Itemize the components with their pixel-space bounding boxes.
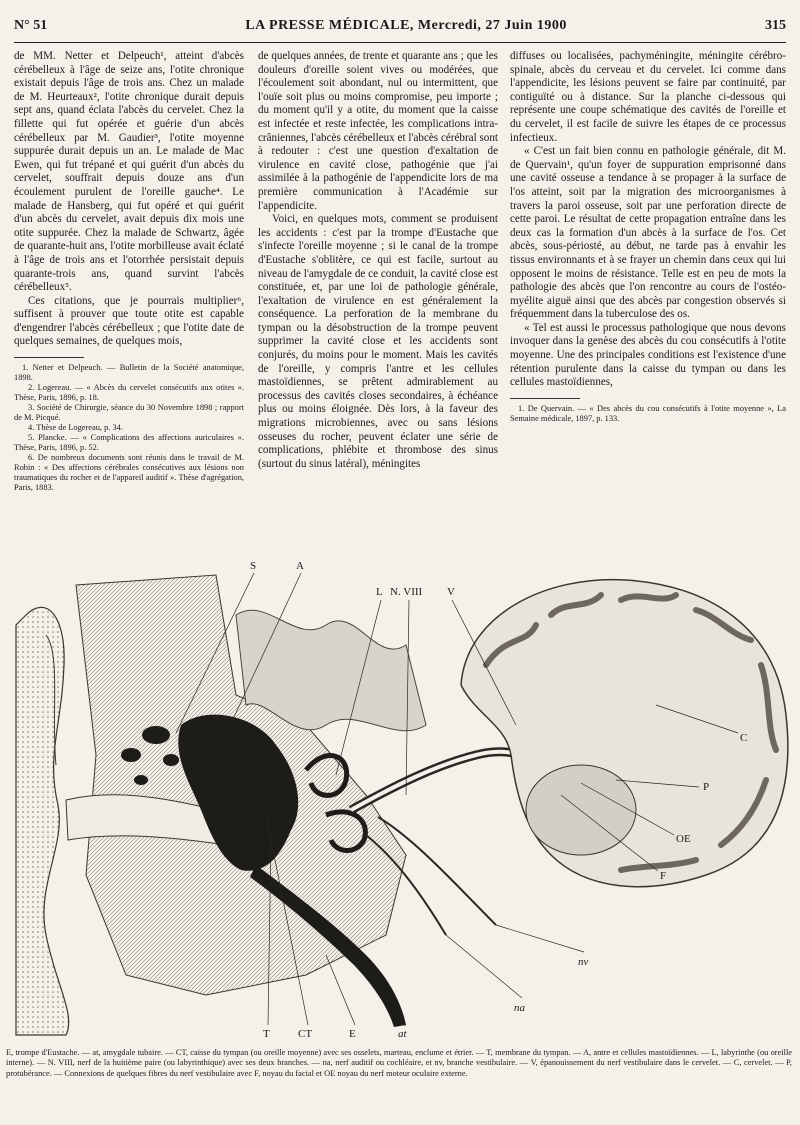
paragraph: « C'est un fait bien connu en pathologie générale, dit M. de Quervain¹, qu'un foyer de suppuration emprisonné dans une cavité osseuse a tendance à se propager à la surface de l'os atteint, soit par la migration des microorganismes à travers la paroi osseuse, soit par une perforation directe de cette paroi. Le résultat de cette propagation entraîne dans les deux cas la formation d'un abcès à la surface de l'os. Cet abcès, sous-périosté, au début, ne tarde pas à envahir les tissus environnants et à se frayer un chemin dans ceux qui lui opposent le moins de résistance. Telle est en peu de mots la pathologie des abcès que l'on rencontre au cours de l'ostéo-myélite aiguë ainsi que des abcès par congestion observés si fréquemment dans la tuberculose des os. (510, 145, 786, 321)
footnote: 6. De nombreux documents sont réunis dans le travail de M. Robin : « Des affections cérébrales consécutives aux lésions non traumatiques du rocher et de l'appareil auditif ». Thèse d'agrégation, Paris, 1883. (14, 453, 244, 493)
paragraph: diffuses ou localisées, pachyméningite, méningite cérébro-spinale, abcès du cerveau et du cervelet. Ici comme dans l'appendicite, les lésions peuvent se faire par continuité, par contiguïté ou à distance. Sur la planche ci-dessous qui représente une coupe schématique des cavités de l'oreille et du cervelet, il est facile de suivre les étapes de ce processus infectieux. (510, 50, 786, 144)
paragraph: « Tel est aussi le processus pathologique que nous devons invoquer dans la genèse des abcès du cou consécutifs à l'otite moyenne. Une des principales conditions est l'existence d'une rétention purulente dans la caisse du tympan ou dans les cellules mastoïdiennes, (510, 321, 786, 389)
anatomical-figure (6, 555, 796, 1045)
protuberance (526, 765, 636, 855)
label-A: A (296, 560, 304, 572)
footnote-rule (14, 357, 84, 358)
label-OE: OE (676, 833, 691, 845)
figure-caption: E, trompe d'Eustache. — at, amygdale tubaire. — CT, caisse du tympan (ou oreille moyenne) avec ses osselets, marteau, enclume et étrier. — T, membrane du tympan. — A, antre et cellules mastoïdiennes. — L, labyrinthe (ou oreille interne). — N. VIII, nerf de la huitième paire (ou labyrinthique) avec ses deux branches. — na, nerf auditif ou cochléaire, et nv, branche vestibulaire. — V, épanouissement du nerf vestibulaire dans le cervelet. — C, cervelet. — P, protubérance. — Connexions de quelques fibres du nerf vestibulaire avec F, noyau du facial et OE noyau du nerf moteur oculaire externe. (6, 1048, 792, 1078)
label-C: C (740, 732, 748, 744)
paragraph: Ces citations, que je pourrais multiplier⁶, suffisent à prouver que toute otite est capable d'engendrer l'abcès cérébelleux ; que l'otite date de quelques semaines, de quelques mois, (14, 294, 244, 348)
footnote: 2. Logereau. — « Abcès du cervelet consécutifs aux otites ». Thèse, Paris, 1896, p. 18. (14, 383, 244, 403)
journal-title: LA PRESSE MÉDICALE, Mercredi, 27 Juin 1900 (245, 18, 567, 33)
footnote: 1. Netter et Delpeuch. — Bulletin de la Société anatomique, 1898. (14, 363, 244, 383)
column-3 (510, 50, 786, 424)
footnote: 5. Plancke. — « Complications des affections auriculaires ». Thèse, Paris, 1896, p. 52. (14, 433, 244, 453)
footnote: 3. Société de Chirurgie, séance du 30 Novembre 1898 ; rapport de M. Picqué. (14, 403, 244, 423)
label-F: F (660, 870, 667, 882)
column-1 (14, 50, 244, 493)
issue-number: N° 51 (14, 18, 48, 33)
label-E: E (349, 1028, 356, 1040)
label-V: V (447, 586, 455, 598)
page-header (14, 18, 786, 43)
label-S: S (250, 560, 257, 572)
ear-cerebellum-section (6, 555, 796, 1045)
page-number: 315 (764, 18, 786, 33)
auricle-shape (16, 607, 69, 1035)
cerebellum (461, 580, 788, 887)
label-P: P (703, 781, 710, 793)
label-CT: CT (298, 1028, 313, 1040)
column-2 (258, 50, 498, 471)
label-na: na (514, 1002, 525, 1014)
paragraph: de MM. Netter et Delpeuch¹, atteint d'abcès cérébelleux à l'âge de seize ans, l'otite chronique existait depuis l'âge de trois ans. Chez un malade de M. Heurteaux², l'otite chronique durait depuis sept ans, quand éclata l'abcès du cervelet. Chez la fillette qui fut opérée et guérie d'un abcès cérébelleux par M. Gaudier³, l'otite moyenne suppurée durait depuis un an. Le malade de Mac Ewen, qui fut trépané et qui guérit d'un abcès du cervelet, souffrait depuis douze ans d'un écoulement purulent de l'oreille gauche⁴. Le malade de Hansberg, qui fut opéré et qui guérit d'un abcès du cervelet, avait depuis dix mois une otite suppurée. Chez la malade de Schwartz, âgée de quarante-huit ans, l'otite morbilleuse avait éclaté à l'âge de trois ans et l'otorrhée persistait depuis quarante-trois ans, quand survint l'abcès cérébelleux⁵. (14, 50, 244, 294)
label-L: L (376, 586, 383, 598)
label-T: T (263, 1028, 270, 1040)
paragraph: de quelques années, de trente et quarante ans ; que les douleurs d'oreille soient vives ou modérées, que l'écoulement soit abondant, nul ou intermittent, que l'ouïe soit plus ou moins compromise, peu importe ; du moment qu'il y a otite, du moment que la caisse est infectée et reste infectée, les complications intra-crâniennes, l'abcès cérébelleux et l'abcès cérébral sont à redouter : c'est une question d'exaltation de virulence en cavité close, pathogénie que j'ai assimilée à la pathogénie de l'appendicite lors de ma première communication à l'Académie sur l'appendicite. (258, 50, 498, 212)
paragraph: Voici, en quelques mots, comment se produisent les accidents : c'est par la trompe d'Eustache que s'infecte l'oreille moyenne ; si le canal de la trompe d'Eustache s'oblitère, ce qui est facile, surtout au niveau de l'amygdale de ce conduit, la cavité close est constituée, et, par une loi de pathologie générale, l'exaltation de virulence en est généralement la conséquence. La perforation de la membrane du tympan ou la désobstruction de la trompe peuvent supprimer la cavité close et les accidents sont conjurés, du moins pour le moment. Mais les cavités de l'oreille, y compris l'antre et les cellules mastoïdiennes, se prêtent admirablement au processus des cavités closes secondaires, à échéance plus ou moins éloignée. Dès lors, à la faveur des migrations microbiennes, avec ou sans lésions osseuses du rocher, peuvent éclater une série de complications, phlébite et thrombose des sinus (surtout du sinus latéral), méningites (258, 213, 498, 470)
footnote: 4. Thèse de Logereau, p. 34. (28, 423, 123, 433)
label-nv: nv (578, 956, 589, 968)
footnote-rule (510, 398, 580, 399)
footnote: 1. De Quervain. — « Des abcès du cou consécutifs à l'otite moyenne », La Semaine médicale, 1897, p. 133. (510, 403, 786, 423)
label-at: at (398, 1028, 407, 1040)
label-N8: N. VIII (390, 586, 423, 598)
